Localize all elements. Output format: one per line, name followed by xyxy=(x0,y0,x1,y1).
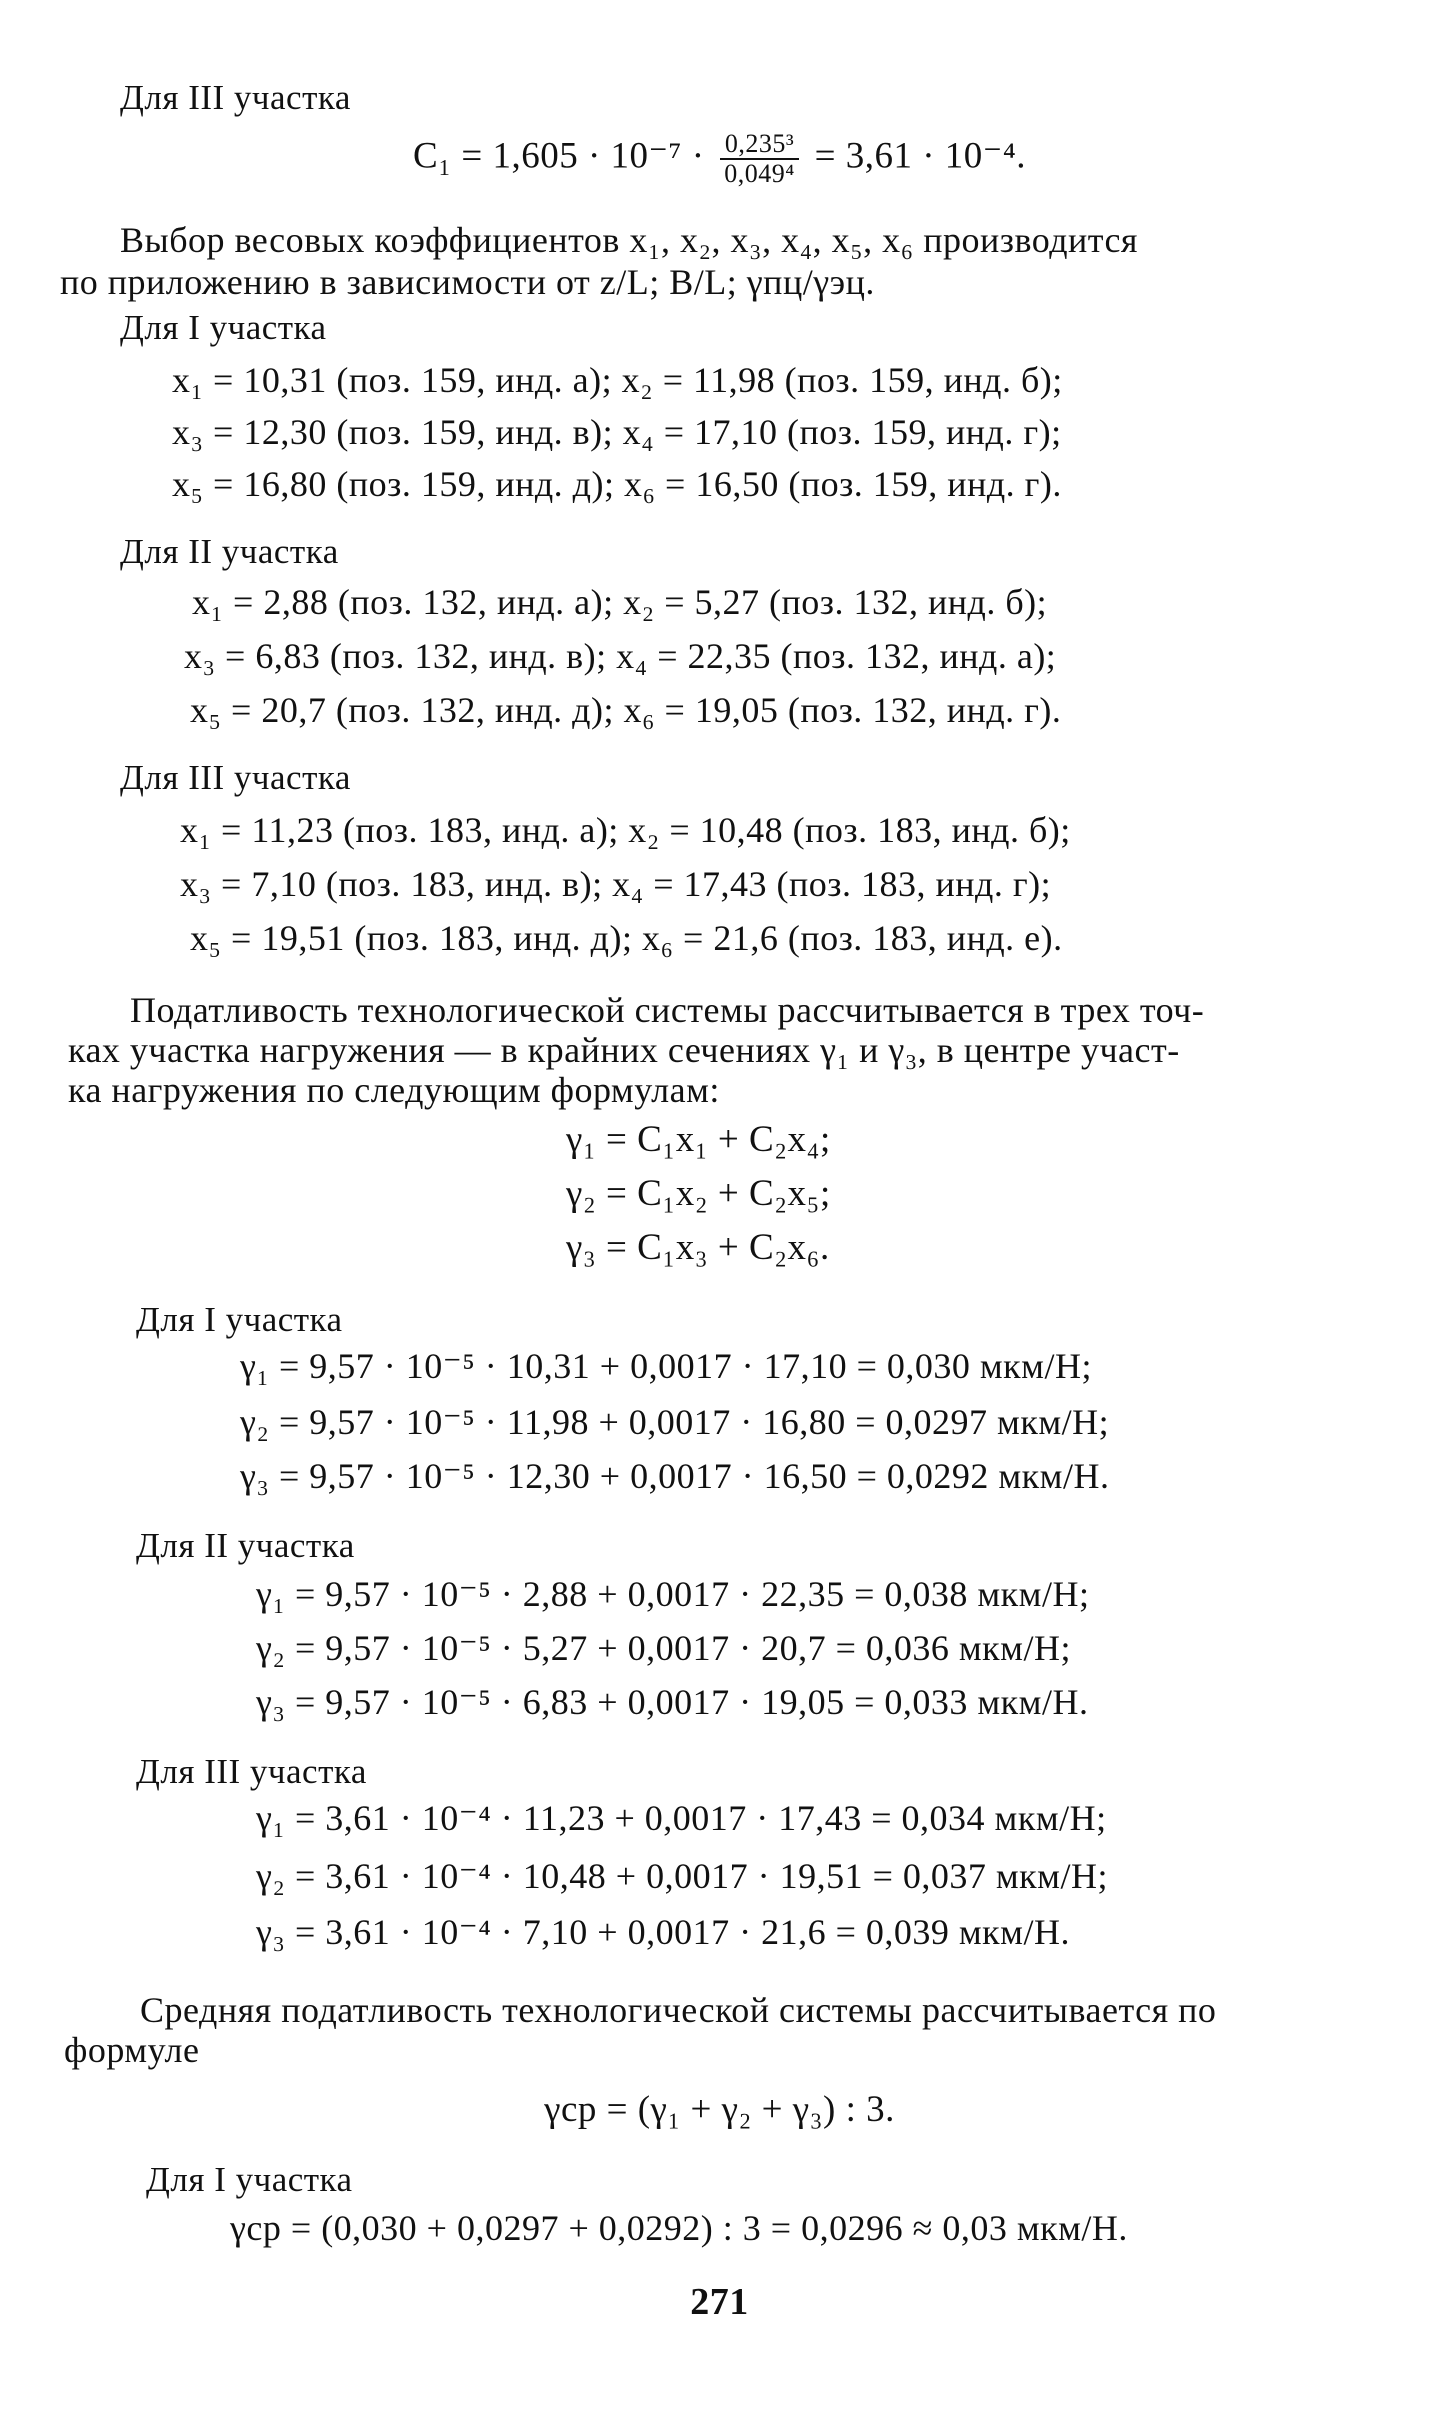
c1-formula xyxy=(0,130,1439,188)
section-heading: Для II участка xyxy=(120,532,339,571)
coefficient-line: x₁ = 10,31 (поз. 159, инд. а); x₂ = 11,98 (поз. 159, инд. б); xyxy=(172,360,1063,400)
section-heading: Для I участка xyxy=(120,308,327,347)
coefficient-line: x₃ = 7,10 (поз. 183, инд. в); x₄ = 17,43 (поз. 183, инд. г); xyxy=(180,864,1052,904)
weights-paragraph-line: по приложению в зависимости от z/L; B/L; γпц/γэц. xyxy=(60,262,875,302)
section-heading: Для II участка xyxy=(136,1526,355,1565)
compliance-paragraph-line: ка нагружения по следующим формулам: xyxy=(68,1070,720,1110)
gamma-formula: γ₂ = C₁x₂ + C₂x₅; xyxy=(566,1173,831,1214)
compliance-calc-line: γ₁ = 3,61 · 10⁻⁴ · 11,23 + 0,0017 · 17,43 = 0,034 мкм/Н; xyxy=(256,1798,1107,1838)
c1-formula-lhs: C₁ = 1,605 · 10⁻⁷ · xyxy=(413,135,705,177)
compliance-calc-line: γ₃ = 9,57 · 10⁻⁵ · 6,83 + 0,0017 · 19,05 = 0,033 мкм/Н. xyxy=(256,1682,1089,1722)
compliance-calc-line: γ₂ = 3,61 · 10⁻⁴ · 10,48 + 0,0017 · 19,51 = 0,037 мкм/Н; xyxy=(256,1856,1108,1896)
compliance-calc-line: γ₃ = 9,57 · 10⁻⁵ · 12,30 + 0,0017 · 16,50 = 0,0292 мкм/Н. xyxy=(240,1456,1110,1496)
coefficient-line: x₁ = 11,23 (поз. 183, инд. а); x₂ = 10,48 (поз. 183, инд. б); xyxy=(180,810,1071,850)
coefficient-line: x₃ = 6,83 (поз. 132, инд. в); x₄ = 22,35 (поз. 132, инд. а); xyxy=(184,636,1057,676)
compliance-calc-line: γ₂ = 9,57 · 10⁻⁵ · 5,27 + 0,0017 · 20,7 = 0,036 мкм/Н; xyxy=(256,1628,1071,1668)
c1-formula-rhs: = 3,61 · 10⁻⁴. xyxy=(814,135,1026,177)
compliance-calc-line: γ₂ = 9,57 · 10⁻⁵ · 11,98 + 0,0017 · 16,80 = 0,0297 мкм/Н; xyxy=(240,1402,1110,1442)
page-number: 271 xyxy=(690,2281,749,2323)
section-heading: Для I участка xyxy=(136,1300,343,1339)
average-paragraph-line: Средняя податливость технологической системы рассчитывается по xyxy=(140,1990,1217,2030)
compliance-calc-line: γ₃ = 3,61 · 10⁻⁴ · 7,10 + 0,0017 · 21,6 = 0,039 мкм/Н. xyxy=(256,1912,1070,1952)
average-paragraph-line: формуле xyxy=(64,2030,200,2070)
coefficient-line: x₅ = 16,80 (поз. 159, инд. д); x₆ = 16,50 (поз. 159, инд. г). xyxy=(172,464,1062,504)
weights-paragraph-line: Выбор весовых коэффициентов x₁, x₂, x₃, x₄, x₅, x₆ производится xyxy=(120,220,1138,260)
c1-fraction xyxy=(720,130,799,188)
coefficient-line: x₅ = 20,7 (поз. 132, инд. д); x₆ = 19,05 (поз. 132, инд. г). xyxy=(190,690,1062,730)
average-result-line: γср = (0,030 + 0,0297 + 0,0292) : 3 = 0,0296 ≈ 0,03 мкм/Н. xyxy=(230,2208,1128,2248)
average-formula: γср = (γ₁ + γ₂ + γ₃) : 3. xyxy=(544,2089,895,2130)
compliance-calc-line: γ₁ = 9,57 · 10⁻⁵ · 10,31 + 0,0017 · 17,10 = 0,030 мкм/Н; xyxy=(240,1346,1092,1386)
coefficient-line: x₅ = 19,51 (поз. 183, инд. д); x₆ = 21,6 (поз. 183, инд. е). xyxy=(190,918,1063,958)
coefficient-line: x₁ = 2,88 (поз. 132, инд. а); x₂ = 5,27 (поз. 132, инд. б); xyxy=(192,582,1048,622)
c1-fraction-denominator: 0,049⁴ xyxy=(724,159,795,188)
section-heading: Для I участка xyxy=(146,2160,353,2199)
compliance-paragraph-line: ках участка нагружения — в крайних сечениях γ₁ и γ₃, в центре участ- xyxy=(68,1030,1180,1070)
section-heading: Для III участка xyxy=(120,758,351,797)
compliance-paragraph-line: Податливость технологической системы рассчитывается в трех точ- xyxy=(130,990,1205,1030)
section-heading: Для III участка xyxy=(136,1752,367,1791)
gamma-formula: γ₁ = C₁x₁ + C₂x₄; xyxy=(566,1119,831,1160)
gamma-formula: γ₃ = C₁x₃ + C₂x₆. xyxy=(566,1227,830,1268)
c1-fraction-numerator: 0,235³ xyxy=(720,130,799,160)
compliance-calc-line: γ₁ = 9,57 · 10⁻⁵ · 2,88 + 0,0017 · 22,35 = 0,038 мкм/Н; xyxy=(256,1574,1090,1614)
coefficient-line: x₃ = 12,30 (поз. 159, инд. в); x₄ = 17,10 (поз. 159, инд. г); xyxy=(172,412,1062,452)
section-heading: Для III участка xyxy=(120,78,351,117)
